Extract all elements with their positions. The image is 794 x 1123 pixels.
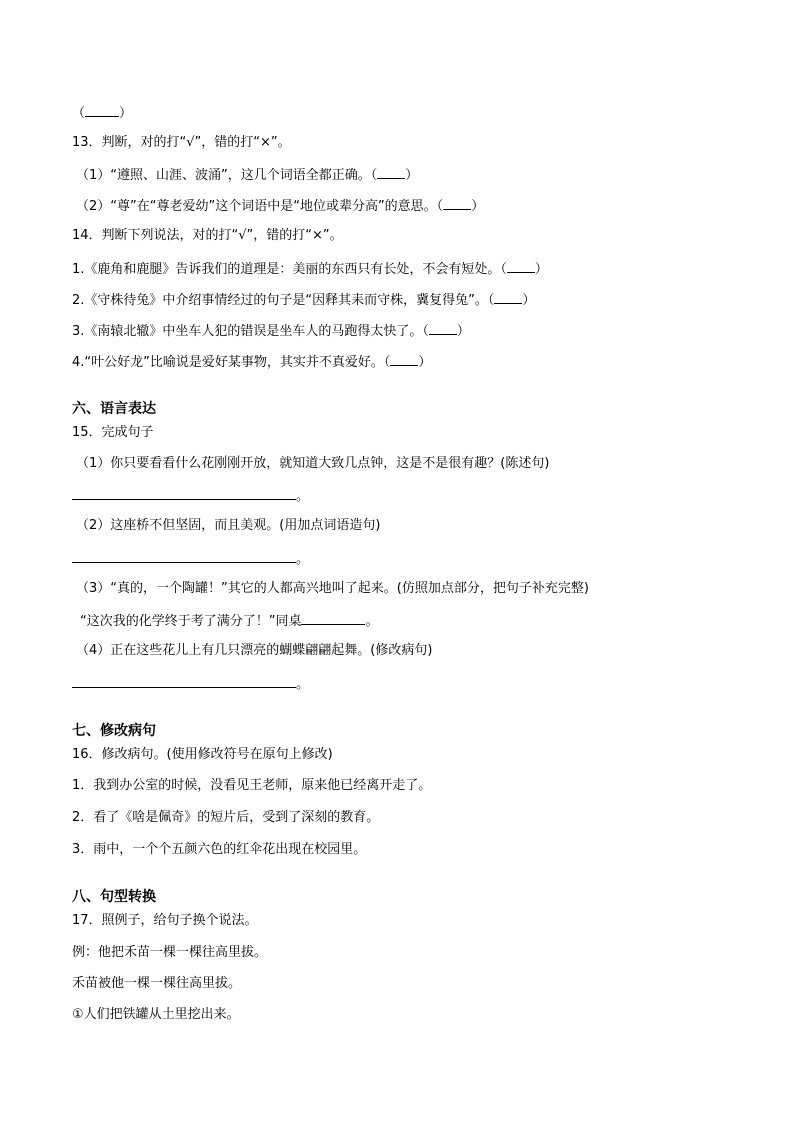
question-16: 16．修改病句。(使用修改符号在原句上修改) <box>72 747 333 762</box>
answer-blank[interactable] <box>429 320 457 335</box>
section-6-heading: 六、语言表达 <box>72 401 156 417</box>
section-7-heading: 七、修改病句 <box>72 723 156 739</box>
answer-line-1 <box>72 485 309 507</box>
question-15-item-3-sentence <box>80 610 379 632</box>
answer-blank[interactable] <box>443 195 471 210</box>
answer-blank[interactable] <box>507 258 535 273</box>
paren-close: ） <box>405 168 419 183</box>
paren-open: （ <box>72 106 86 121</box>
question-15-item-3: （3）“真的，一个陶罐！”其它的人都高兴地叫了起来。(仿照加点部分，把句子补充完整) <box>76 581 589 596</box>
item-text: （1）“遵照、山涯、波涌”，这几个词语全都正确。（ <box>76 168 378 183</box>
question-14-item-2 <box>72 289 535 311</box>
answer-blank[interactable] <box>301 610 365 625</box>
question-16-item-3: 3．雨中，一个个五颜六色的红伞花出现在校园里。 <box>72 842 367 857</box>
item-text: 3.《南辕北辙》中坐车人犯的错误是坐车人的马跑得太快了。（ <box>72 324 429 339</box>
paren-close: ） <box>418 355 432 370</box>
period: 。 <box>296 677 310 692</box>
question-13-item-1 <box>76 164 418 186</box>
answer-blank[interactable] <box>85 102 119 117</box>
question-15-item-4: （4）正在这些花儿上有几只漂亮的蝴蝶翩翩起舞。(修改病句) <box>76 643 433 658</box>
paren-close: ） <box>534 262 548 277</box>
question-13: 13．判断，对的打“√”，错的打“×”。 <box>72 135 291 150</box>
paren-close: ） <box>119 106 133 121</box>
answer-blank[interactable] <box>494 289 522 304</box>
answer-blank[interactable] <box>377 164 405 179</box>
answer-input-line[interactable] <box>72 548 296 563</box>
question-15: 15．完成句子 <box>72 425 154 440</box>
item-text: 1.《鹿角和鹿腿》告诉我们的道理是：美丽的东西只有长处，不会有短处。（ <box>72 262 507 277</box>
answer-input-line[interactable] <box>72 673 296 688</box>
item-text: 2.《守株待兔》中介绍事情经过的句子是“因释其耒而守株，冀复得兔”。（ <box>72 293 495 308</box>
example-line-2: 禾苗被他一棵一棵往高里拔。 <box>72 976 242 991</box>
period: 。 <box>296 489 310 504</box>
paren-close: ） <box>471 199 485 214</box>
question-16-item-1: 1．我到办公室的时候，没看见王老师，原来他已经离开走了。 <box>72 778 432 793</box>
answer-blank[interactable] <box>390 351 418 366</box>
section-8-heading: 八、句型转换 <box>72 889 156 905</box>
period: 。 <box>296 552 310 567</box>
answer-input-line[interactable] <box>72 485 296 500</box>
question-14-item-1 <box>72 258 548 280</box>
period: 。 <box>365 614 379 629</box>
question-13-item-2 <box>76 195 484 217</box>
question-14-item-3 <box>72 320 470 342</box>
example-line-1: 例：他把禾苗一棵一棵往高里拔。 <box>72 945 268 960</box>
question-15-item-2: （2）这座桥不但坚固，而且美观。(用加点词语造句) <box>76 518 381 533</box>
question-17: 17．照例子，给句子换个说法。 <box>72 913 258 928</box>
question-14-item-4 <box>72 351 431 373</box>
answer-line-4 <box>72 673 309 695</box>
paren-close: ） <box>522 293 536 308</box>
item-text: 4.“叶公好龙”比喻说是爱好某事物，其实并不真爱好。（ <box>72 355 391 370</box>
paren-close: ） <box>456 324 470 339</box>
question-17-item-1: ①人们把铁罐从土里挖出来。 <box>72 1007 240 1022</box>
item-text: “这次我的化学终于考了满分了！”同桌 <box>80 614 302 629</box>
item-text: （2）“尊”在“尊老爱幼”这个词语中是“地位或辈分高”的意思。（ <box>76 199 444 214</box>
question-15-item-1: （1）你只要看看什么花刚刚开放，就知道大致几点钟，这是不是很有趣？(陈述句) <box>76 456 550 471</box>
prev-answer-blank <box>72 102 132 124</box>
answer-line-2 <box>72 548 309 570</box>
question-14: 14．判断下列说法，对的打“√”，错的打“×”。 <box>72 228 343 243</box>
question-16-item-2: 2．看了《啥是佩奇》的短片后，受到了深刻的教育。 <box>72 810 380 825</box>
